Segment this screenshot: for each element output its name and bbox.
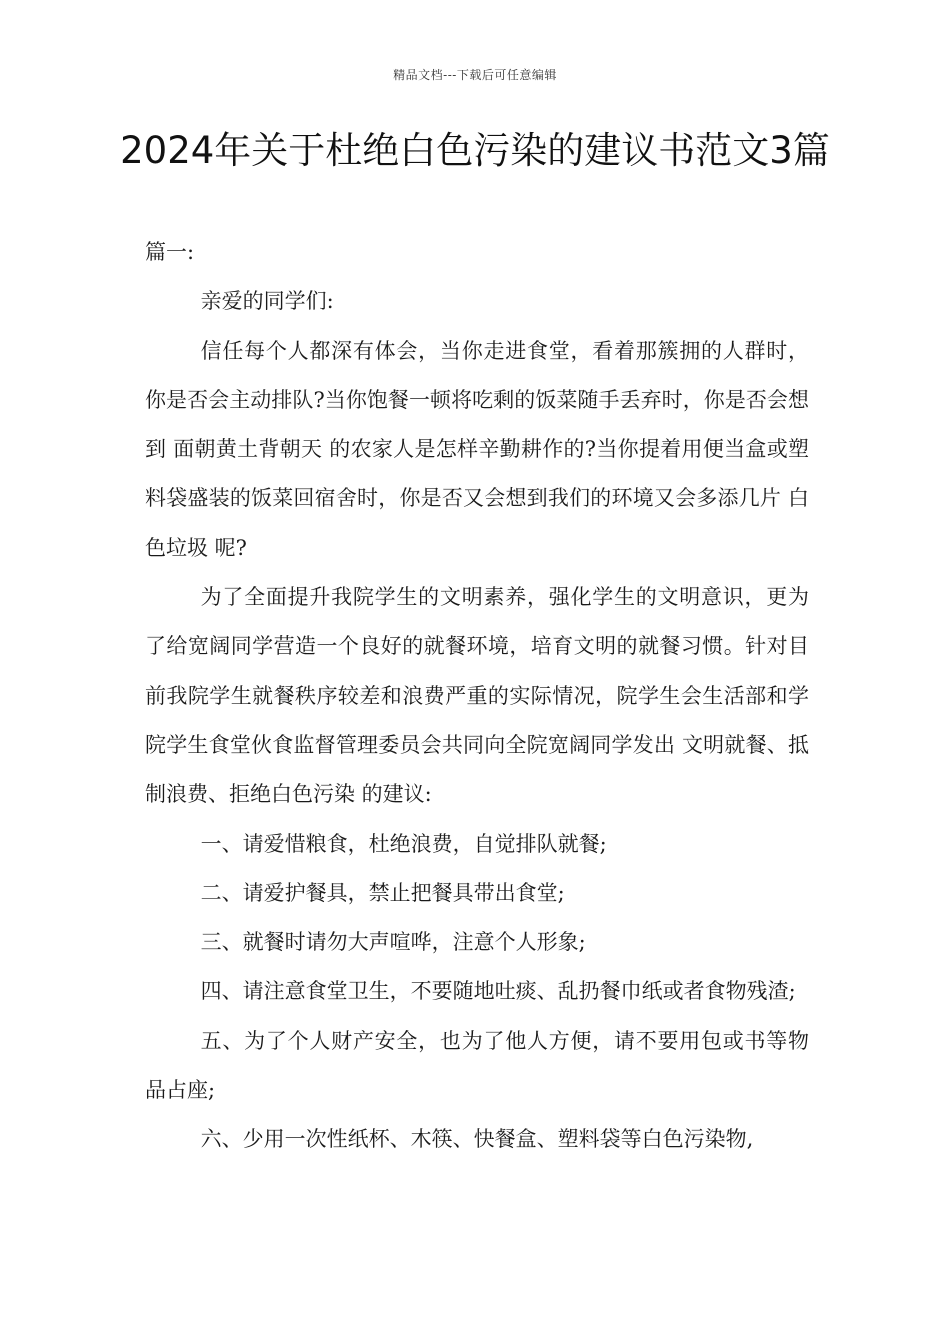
body-paragraph: 信任每个人都深有体会，当你走进食堂，看着那簇拥的人群时，你是否会主动排队?当你饱餐一顿将吃剩的饭菜随手丢弃时，你是否会想到 面朝黄土背朝天 的农家人是怎样辛勤耕作的?当你提着用便当盒或塑料袋盛装的饭菜回宿舍时，你是否又会想到我们的环境又会多添几片 白色垃圾 呢? bbox=[145, 338, 809, 560]
body-paragraph: 为了全面提升我院学生的文明素养，强化学生的文明意识，更为了给宽阔同学营造一个良好的就餐环境，培育文明的就餐习惯。针对目前我院学生就餐秩序较差和浪费严重的实际情况，院学生会生活部和学院学生食堂伙食监督管理委员会共同向全院宽阔同学发出 文明就餐、抵制浪费、拒绝白色污染 的建议: bbox=[145, 585, 809, 807]
header-note: 精品文档---下载后可任意编辑 bbox=[393, 68, 557, 82]
document-body bbox=[145, 228, 809, 1165]
salutation: 亲爱的同学们: bbox=[200, 289, 334, 314]
list-item: 一、请爱惜粮食，杜绝浪费，自觉排队就餐; bbox=[200, 831, 607, 856]
document-title: 2024年关于杜绝白色污染的建议书范文3篇 bbox=[120, 129, 830, 172]
list-item: 三、就餐时请勿大声喧哗，注意个人形象; bbox=[200, 930, 586, 955]
list-item: 四、请注意食堂卫生，不要随地吐痰、乱扔餐巾纸或者食物残渣; bbox=[200, 979, 796, 1004]
list-item: 五、为了个人财产安全，也为了他人方便，请不要用包或书等物品占座; bbox=[145, 1028, 809, 1103]
list-item: 六、少用一次性纸杯、木筷、快餐盒、塑料袋等白色污染物, bbox=[200, 1127, 754, 1152]
section-label: 篇一: bbox=[145, 240, 195, 264]
list-item: 二、请爱护餐具，禁止把餐具带出食堂; bbox=[200, 880, 565, 905]
